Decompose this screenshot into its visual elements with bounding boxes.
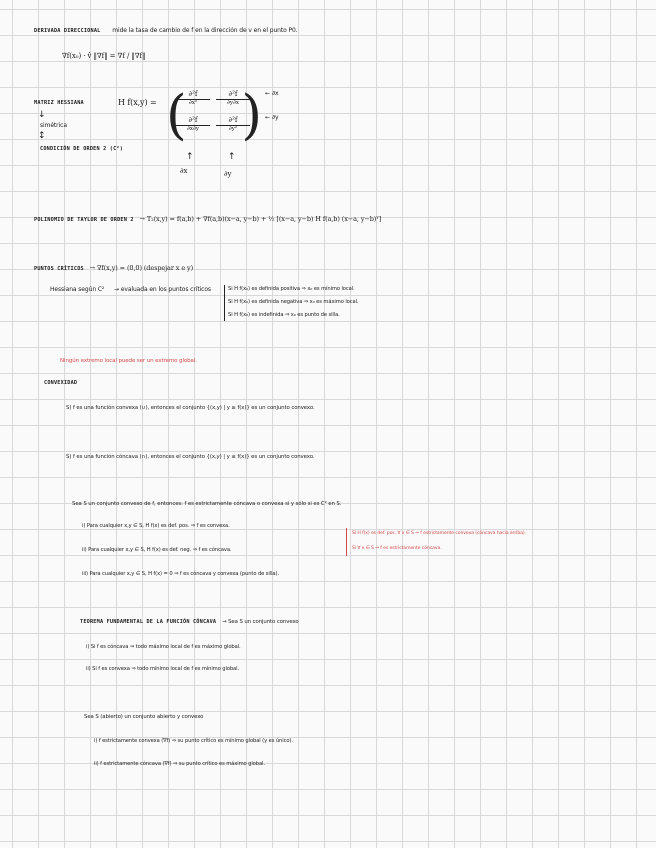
matrix-cell-21 (176, 116, 210, 132)
matrix-cell-11 (176, 90, 210, 106)
theorem-iii: iii) Para cualquier x,y ∈ S, H f(x) = 0 ⇒ f es cóncava y convexa (punto de silla). (82, 571, 279, 577)
m22-num: ∂²f (216, 116, 250, 126)
critical-c2 (50, 286, 211, 294)
theorem-red-2: Si ∀ x ∈ S ⇒ f es estrictamente cóncava. (352, 546, 442, 551)
hessian-col1-tag: ∂x (180, 167, 188, 175)
theorem-intro: Sea S un conjunto convexo de f, entonces: f es estrictamente cóncava o convexa si y sólo si es C² en S. (72, 501, 342, 507)
case-3: Si H f(x₀) es indefinida ⇒ x₀ es punto de silla. (228, 312, 340, 318)
formula-critical: → ∇f(x,y) = (0,0) (despejar x e y) (89, 264, 194, 272)
label-fundamental: TEOREMA FUNDAMENTAL DE LA FUNCIÓN CÓNCAVA (80, 619, 217, 625)
strict-ii: ii) f estrictamente cóncava (∇f) ⇒ su punto crítico es máximo global. (94, 761, 265, 767)
right-parenthesis: ) (241, 85, 262, 146)
fundamental-intro: → Sea S un conjunto convexo (222, 619, 299, 625)
row2-tag: ← ∂y (265, 114, 279, 121)
matrix-cell-22 (216, 116, 250, 132)
red-note: Ningún extremo local puede ser un extremo global. (60, 358, 197, 364)
m11-den: ∂x² (188, 100, 198, 106)
concave-statement: S) f es una función cóncava (∩), entonces el conjunto {(x,y) | y ≤ f(x)} es un conjunto convexo. (66, 454, 315, 460)
strict-i: i) f estrictamente convexa (∇f) ⇒ su punto crítico es mínimo global (y es único). (94, 738, 293, 744)
m11-num: ∂²f (176, 90, 210, 100)
theorem-red-1: Si H f(x) es def. pos. ∀ x ∈ S ⇒ f estrictamente convexa (cóncava hacia arriba). (352, 531, 526, 536)
m21-num: ∂²f (176, 116, 210, 126)
fundamental-ii: ii) Si f es convexa ⇒ todo mínimo local de f es mínimo global. (86, 666, 240, 672)
fundamental-i: i) Si f es cóncava ⇒ todo máximo local de f es máximo global. (86, 644, 241, 650)
up-arrow-icon: ↑ (228, 152, 236, 162)
matrix-cell-12 (216, 90, 250, 106)
label-convexity: CONVEXIDAD (44, 380, 78, 386)
theorem-ii: ii) Para cualquier x,y ∈ S, H f(x) es def. neg. ⇒ f es cóncava. (82, 547, 232, 553)
hessian-symmetric: simétrica (40, 122, 67, 129)
case-2: Si H f(x₀) es definida negativa ⇒ x₀ es máximo local. (228, 299, 359, 305)
convex-statement: S) f es una función convexa (∪), entonces el conjunto {(x,y) | y ≥ f(x)} es un conjunto convexo. (66, 405, 315, 411)
hessian-condition: CONDICIÓN DE ORDEN 2 (C²) (40, 146, 124, 152)
m21-den: ∂x∂y (187, 126, 199, 132)
hessian-lhs: H f(x,y) = (118, 98, 157, 107)
m12-den: ∂y∂x (227, 100, 239, 106)
label-critical: PUNTOS CRÍTICOS (34, 266, 84, 272)
hessian-matrix (166, 85, 262, 148)
heading-fundamental (80, 618, 299, 626)
red-brace (346, 528, 347, 556)
case-1: Si H f(x₀) es definida positiva ⇒ x₀ es mínimo local. (228, 286, 355, 292)
desc-directional: mide la tasa de cambio de f en la dirección de v en el punto P0. (112, 27, 298, 34)
up-arrow-icon: ↕ (38, 131, 46, 141)
formula-directional: ∇f(x₀) · v̂ ‖∇f‖ = ∇f / ‖∇f‖ (62, 52, 146, 60)
up-arrow-icon: ↑ (186, 152, 194, 162)
row1-tag: ← ∂x (265, 90, 279, 97)
heading-taylor (34, 215, 381, 224)
c2-label: Hessiana según C² (50, 286, 105, 293)
down-arrow-icon: ↓ (38, 110, 46, 120)
cases-brace (224, 285, 225, 321)
heading-critical (34, 264, 193, 273)
heading-directional-derivative (34, 27, 298, 35)
theorem-i: i) Para cualquier x,y ∈ S, H f(x) es def. pos. ⇒ f es convexa. (82, 523, 230, 529)
formula-taylor: → T₂(x,y) = f(a,b) + ∇f(a,b)(x−a, y−b) + ½ [(x−a, y−b) H f(a,b) (x−a, y−b)ᵀ] (139, 215, 382, 223)
label-hessian: MATRIZ HESSIANA (34, 100, 84, 106)
c2-desc: → evaluada en los puntos críticos (114, 286, 211, 293)
label-taylor: POLINOMIO DE TAYLOR DE ORDEN 2 (34, 217, 134, 223)
label-directional: DERIVADA DIRECCIONAL (34, 28, 101, 34)
strict-intro: Sea S (abierto) un conjunto abierto y convexo (84, 714, 204, 720)
m12-num: ∂²f (216, 90, 250, 100)
m22-den: ∂y² (228, 126, 238, 132)
left-parenthesis: ( (166, 85, 187, 146)
hessian-col2-tag: ∂y (224, 170, 232, 178)
